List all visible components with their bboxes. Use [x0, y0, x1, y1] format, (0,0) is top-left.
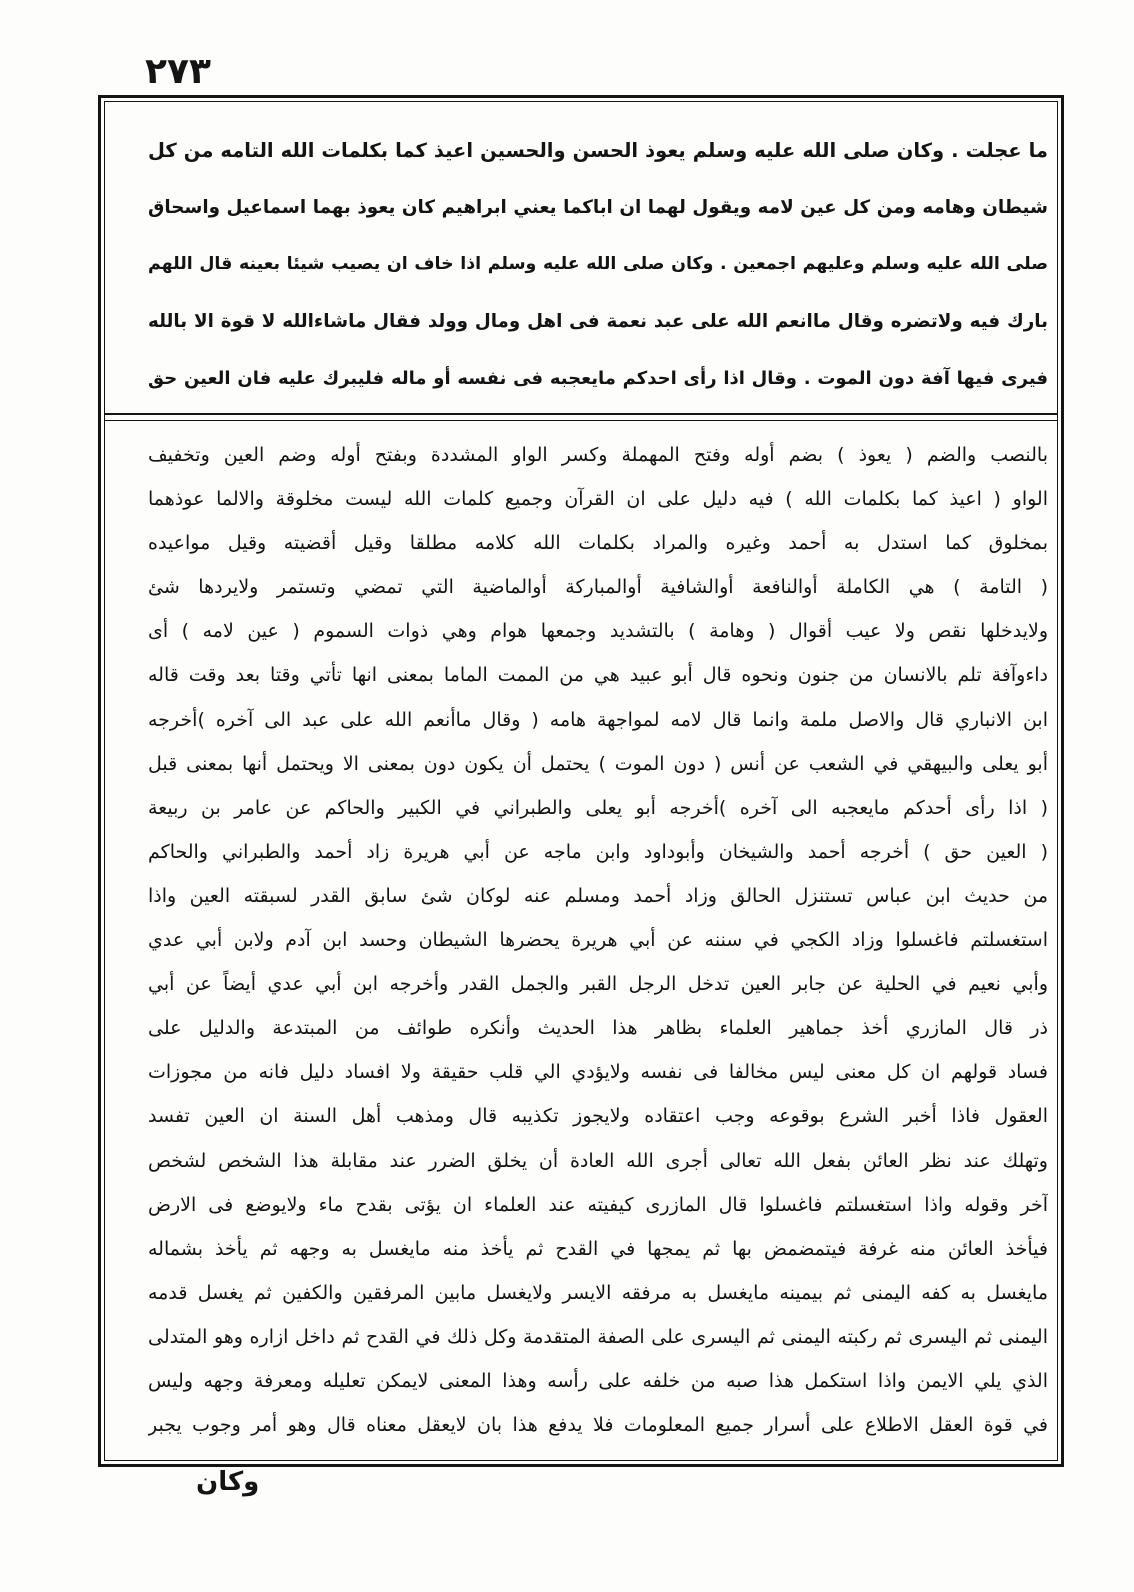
- commentary-block: [148, 433, 1048, 1447]
- commentary-line: من حديث ابن عباس تستنزل الحالق وزاد أحمد ومسلم عنه لوكان شئ سابق القدر لسبقته العين واذا: [148, 884, 1048, 907]
- main-text-line: صلى الله عليه وسلم وعليهم اجمعين . وكان صلى الله عليه وسلم اذا خاف ان يصيب شيئا بعينه قال اللهم: [148, 254, 1048, 274]
- commentary-line: استغسلتم فاغسلوا وزاد الكجي في سننه عن أبي هريرة يحضرها الشيطان وحسد ابن آدم ولابن أبي عدي: [148, 929, 1048, 952]
- catchword: وكان: [196, 1467, 260, 1497]
- commentary-line: ( العين حق ) أخرجه أحمد والشيخان وأبوداود وابن ماجه عن أبي هريرة زاد أحمد والطبراني والحاكم: [148, 840, 1048, 863]
- commentary-line: أبو يعلى والبيهقي في الشعب عن أنس ( دون الموت ) يحتمل أن يكون دون بمعنى الا ويحتمل أنها بمعنى قبل: [148, 752, 1048, 775]
- commentary-line: ولايدخلها نقص ولا عيب أقوال ( وهامة ) بالتشديد وجمعها هوام وهي ذوات السموم ( عين لامه ) أى: [148, 620, 1048, 643]
- commentary-line: ذر قال المازري أخذ جماهير العلماء بظاهر هذا الحديث وأنكره طوائف من المبتدعة والدليل على: [148, 1017, 1048, 1040]
- commentary-line: العقول فاذا أخبر الشرع بوقوعه وجب اعتقاده ولايجوز تكذيبه قال ومذهب أهل السنة ان العين تفسد: [148, 1105, 1048, 1128]
- main-text-line: شيطان وهامه ومن كل عين لامه ويقول لهما ان اباكما يعني ابراهيم كان يعوذ بهما اسماعيل واسحاق: [148, 197, 1048, 218]
- commentary-line: ( اذا رأى أحدكم مايعجبه الى آخره )أخرجه أبو يعلى والطبراني في الكبير والحاكم عن عامر بن ربيعة: [148, 796, 1048, 819]
- commentary-line: الذي يلي الايمن واذا استكمل هذا صبه من خلفه على رأسه وهذا المعنى لايمكن تعليله ومعرفة وجهه وليس: [148, 1369, 1048, 1392]
- main-text-line: ما عجلت . وكان صلى الله عليه وسلم يعوذ الحسن والحسين اعيذ كما بكلمات الله التامه من كل: [148, 139, 1048, 162]
- commentary-line: في قوة العقل الاطلاع على أسرار جميع المعلومات فلا يدفع هذا بان لايعقل معناه قال وهو أمر وجوب يجبر: [148, 1414, 1048, 1437]
- main-text-line: بارك فيه ولاتضره وقال ماانعم الله على عبد نعمة فى اهل ومال وولد فقال ماشاءالله لا قوة الا بالله: [148, 311, 1048, 332]
- commentary-line: بمخلوق كما استدل به أحمد وغيره والمراد بكلمات الله كلامه مطلقا وقيل أقضيته وقيل مواعيده: [148, 532, 1048, 555]
- commentary-line: مايغسل به كفه اليمنى ثم بيمينه مايغسل به مرفقه الايسر ولايغسل مابين المرفقين والكفين ثم يغسل قدمه: [148, 1281, 1048, 1304]
- main-text-line: فيرى فيها آفة دون الموت . وقال اذا رأى احدكم مايعجبه فى نفسه أو ماله فليبرك عليه فان العين حق: [148, 368, 1048, 389]
- section-divider: [104, 413, 1058, 421]
- commentary-line: فيأخذ العائن منه غرفة فيتمضمض بها ثم يمجها في القدح ثم يأخذ منه مايغسل به وجهه ثم يأخذ بشماله: [148, 1237, 1048, 1260]
- commentary-line: اليمنى ثم اليسرى ثم ركبته اليمنى ثم اليسرى على الصفة المتقدمة وكل ذلك في القدح ثم داخل ازاره وهو المتدلى: [148, 1325, 1048, 1348]
- commentary-line: فساد قولهم ان كل معنى ليس مخالفا فى نفسه ولايؤدي الي قلب حقيقة ولا افساد دليل فانه من مجوزات: [148, 1061, 1048, 1084]
- commentary-line: وأبي نعيم في الحلية عن جابر العين تدخل الرجل القبر والجمل القدر وأخرجه ابن أبي عدي أيضاً عن أبي: [148, 973, 1048, 996]
- commentary-line: ابن الانباري قال والاصل ملمة وانما قال لامه لمواجهة هامه ( وقال ماأنعم الله على عبد الى آخره )أخرجه: [148, 708, 1048, 731]
- commentary-line: آخر وقوله واذا استغسلتم فاغسلوا قال المازرى كيفيته عند العلماء ان يؤتى بقدح ماء ولايوضع فى الارض: [148, 1193, 1048, 1216]
- commentary-line: وتهلك عند نظر العائن بفعل الله تعالى أجرى الله العادة أن يخلق الضرر عند مقابلة هذا الشخص لشخص: [148, 1149, 1048, 1172]
- commentary-line: ( التامة ) هي الكاملة أوالنافعة أوالشافية أوالمباركة أوالماضية التي تمضي وتستمر ولايردها شئ: [148, 576, 1048, 599]
- commentary-line: الواو ( اعيذ كما بكلمات الله ) فيه دليل على ان القرآن وجميع كلمات الله ليست مخلوقة والالما عوذهما: [148, 488, 1048, 511]
- commentary-line: بالنصب والضم ( يعوذ ) بضم أوله وفتح المهملة وكسر الواو المشددة وبفتح أوله وضم العين وتخفيف: [148, 444, 1048, 466]
- page-number: ٢٧٣: [145, 51, 211, 92]
- main-text-block: [148, 122, 1048, 407]
- commentary-line: داءوآفة تلم بالانسان من جنون ونحوه قال أبو عبيد هي من الممت الماما بمعنى انها تأتي وقتا بعد وقت قاله: [148, 664, 1048, 687]
